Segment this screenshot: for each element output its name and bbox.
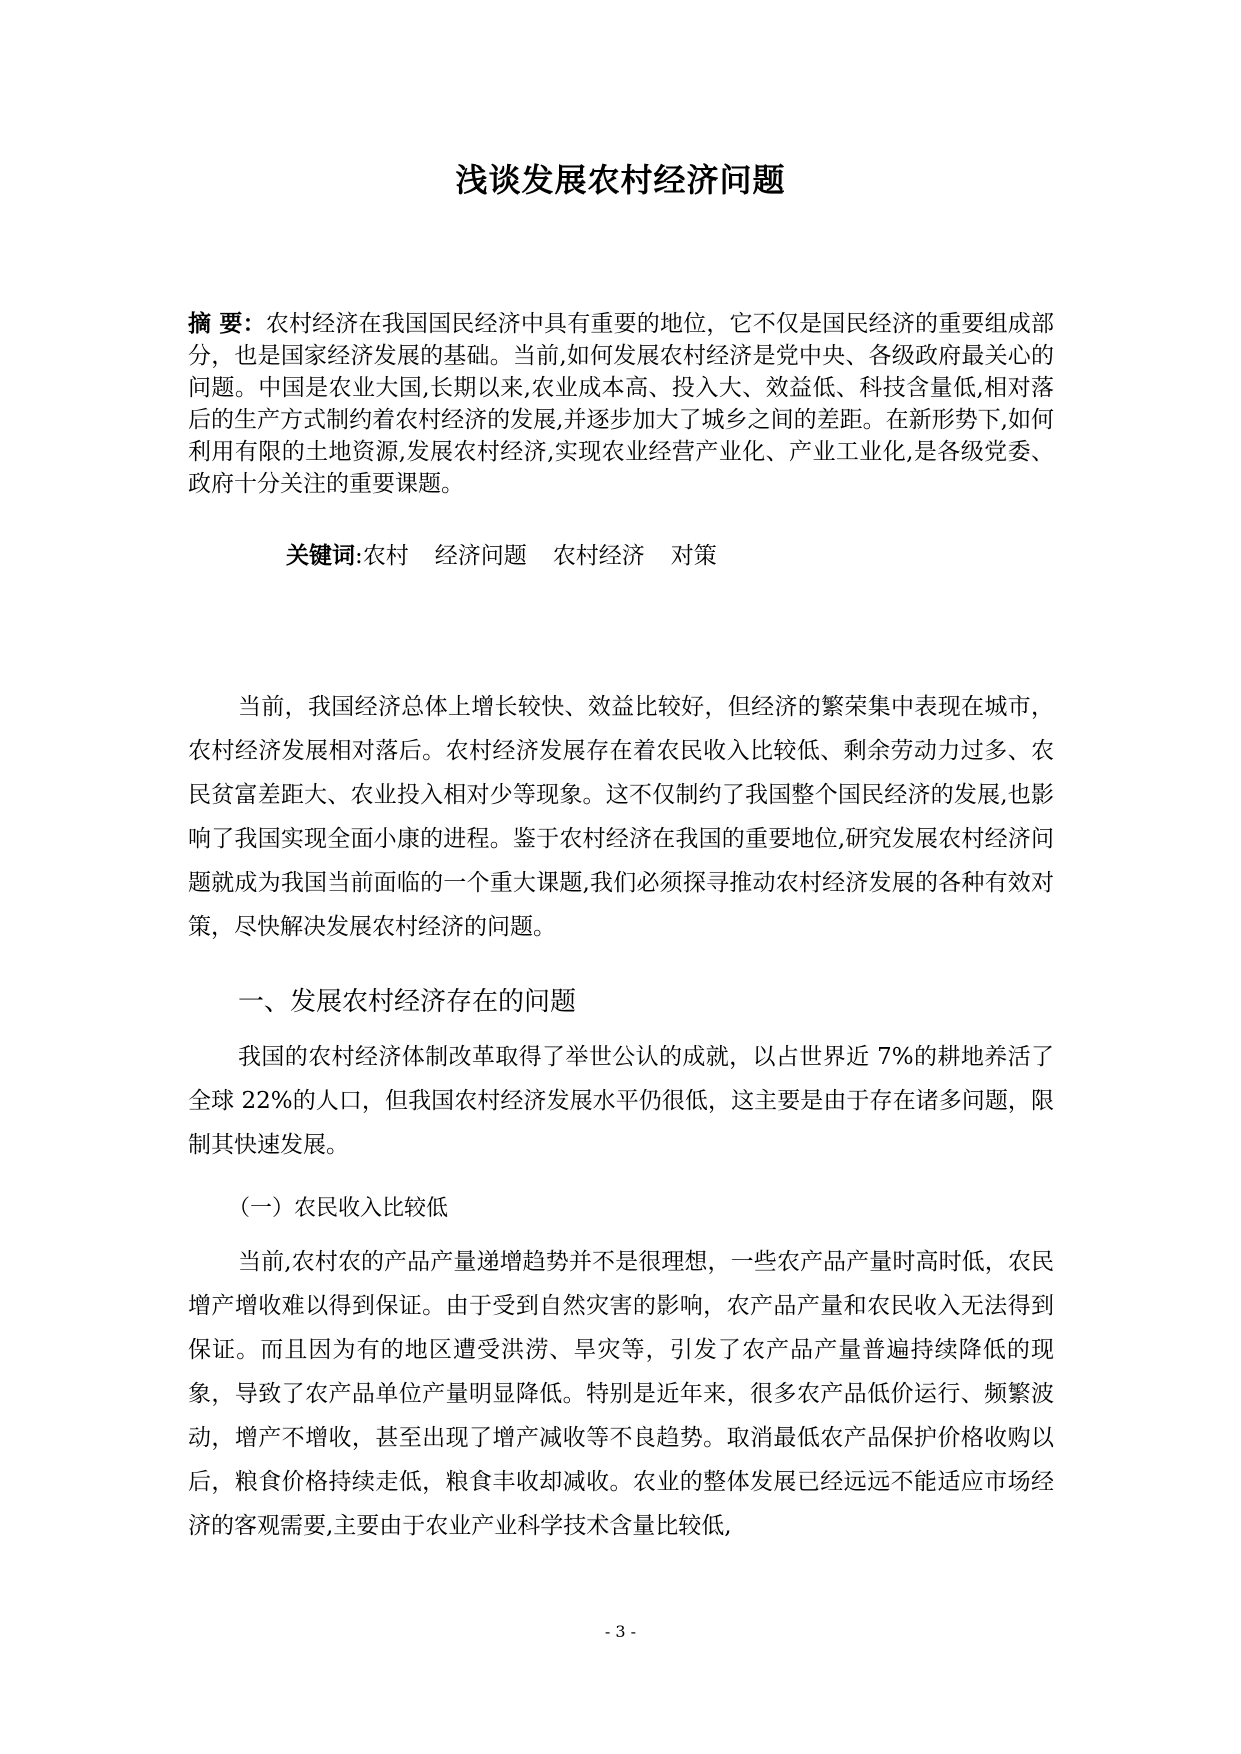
subsection-heading: （一）农民收入比较低 [228,1196,449,1221]
subsection-paragraph: 当前,农村农的产品产量递增趋势并不是很理想，一些农产品产量时高时低，农民增产增收难以得到保证。由于受到自然灾害的影响，农产品产量和农民收入无法得到保证。而且因为有的地区遭受洪涝、旱灾等，引发了农产品产量普遍持续降低的现象，导致了农产品单位产量明显降低。特别是近年来，很多农产品低价运行、频繁波动，增产不增收，甚至出现了增产减收等不良趋势。取消最低农产品保护价格收购以后，粮食价格持续走低，粮食丰收却减收。农业的整体发展已经远远不能适应市场经济的客观需要,主要由于农业产业科学技术含量比较低, [188,1249,1054,1539]
keywords [286,540,743,572]
section-paragraph: 我国的农村经济体制改革取得了举世公认的成就，以占世界近 7%的耕地养活了全球 22%的人口，但我国农村经济发展水平仍很低，这主要是由于存在诸多问题，限制其快速发展。 [188,1044,1054,1158]
section-heading: 一、发展农村经济存在的问题 [238,987,577,1017]
document-title: 浅谈发展农村经济问题 [455,161,786,199]
keyword: 经济问题 [434,543,527,569]
intro-paragraph: 当前，我国经济总体上增长较快、效益比较好，但经济的繁荣集中表现在城市，农村经济发展相对落后。农村经济发展存在着农民收入比较低、剩余劳动力过多、农民贫富差距大、农业投入相对少等现象。这不仅制约了我国整个国民经济的发展,也影响了我国实现全面小康的进程。鉴于农村经济在我国的重要地位,研究发展农村经济问题就成为我国当前面临的一个重大课题,我们必须探寻推动农村经济发展的各种有效对策，尽快解决发展农村经济的问题。 [188,694,1054,940]
keyword: 农村经济 [552,543,645,569]
keywords-separator: : [355,543,363,569]
keywords-label: 关键词 [286,543,355,569]
abstract-text: 农村经济在我国国民经济中具有重要的地位，它不仅是国民经济的重要组成部分，也是国家经济发展的基础。当前,如何发展农村经济是党中央、各级政府最关心的问题。中国是农业大国,长期以来,农业成本高、投入大、效益低、科技含量低,相对落后的生产方式制约着农村经济的发展,并逐步加大了城乡之间的差距。在新形势下,如何利用有限的土地资源,发展农村经济,实现农业经营产业化、产业工业化,是各级党委、政府十分关注的重要课题。 [188,311,1054,497]
keyword: 农村 [362,543,409,569]
abstract [188,308,1054,500]
keyword: 对策 [670,543,717,569]
page-number: - 3 - [604,1622,637,1641]
abstract-label: 摘 要： [188,311,266,337]
